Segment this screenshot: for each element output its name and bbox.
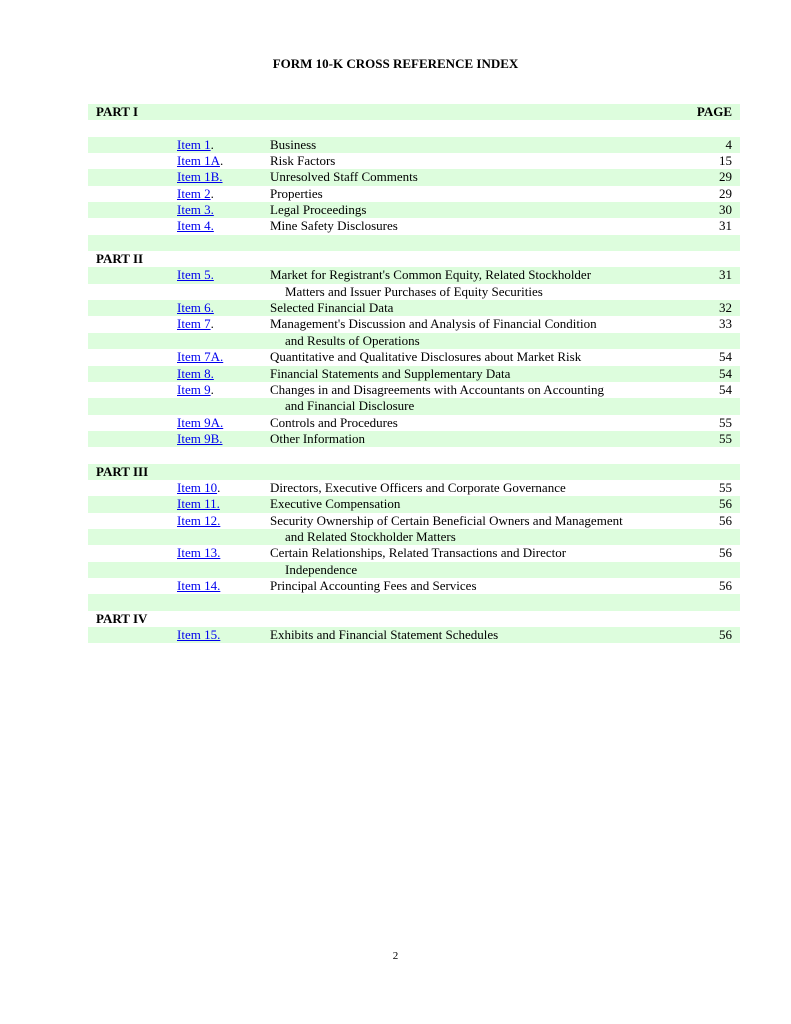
table-row-continuation xyxy=(88,284,740,300)
table-row xyxy=(88,480,740,496)
item-description-continued: Independence xyxy=(285,561,358,577)
item-link[interactable]: Item 15. xyxy=(177,627,221,642)
part-label: PART II xyxy=(96,251,144,267)
item-description: Risk Factors xyxy=(270,153,336,169)
table-row xyxy=(88,496,740,512)
item-page: 56 xyxy=(719,577,732,593)
table-row xyxy=(88,382,740,398)
table-row xyxy=(88,431,740,447)
item-description: Changes in and Disagreements with Accountants on Accounting xyxy=(270,381,604,397)
item-number: Item 1. xyxy=(177,136,214,152)
item-number xyxy=(177,202,214,218)
spacer-row xyxy=(88,235,740,251)
table-row xyxy=(88,267,740,283)
item-page: 54 xyxy=(719,365,732,381)
item-page: 29 xyxy=(719,169,732,185)
item-description-continued: and Related Stockholder Matters xyxy=(285,528,456,544)
spacer-row xyxy=(88,447,740,463)
item-description: Financial Statements and Supplementary Data xyxy=(270,365,511,381)
item-link[interactable]: Item 7A. xyxy=(177,349,224,365)
table-row xyxy=(88,316,740,332)
item-page: 54 xyxy=(719,381,732,397)
item-page: 56 xyxy=(719,496,732,512)
item-number xyxy=(177,366,214,382)
item-page: 56 xyxy=(719,512,732,528)
item-number xyxy=(177,169,223,185)
item-number xyxy=(177,545,220,561)
item-page: 56 xyxy=(719,545,732,561)
part-header-row xyxy=(88,611,740,627)
item-description-continued: and Results of Operations xyxy=(285,332,420,348)
item-link[interactable]: Item 7 xyxy=(177,316,211,332)
table-row xyxy=(88,366,740,382)
item-page: 15 xyxy=(719,153,732,169)
item-page: 33 xyxy=(719,316,732,332)
item-page: 56 xyxy=(719,627,732,642)
item-description: Market for Registrant's Common Equity, Related Stockholder xyxy=(270,267,592,283)
item-link[interactable]: Item 11. xyxy=(177,496,220,512)
part-label: PART III xyxy=(96,463,149,479)
table-row xyxy=(88,202,740,218)
item-link[interactable]: Item 13. xyxy=(177,545,221,561)
page-column-header: PAGE xyxy=(696,104,732,119)
cross-reference-table xyxy=(88,104,740,643)
item-number xyxy=(177,267,214,283)
item-number: Item 7. xyxy=(177,316,214,332)
table-row xyxy=(88,169,740,185)
table-row-continuation xyxy=(88,562,740,578)
item-link[interactable]: Item 6. xyxy=(177,300,214,316)
page-number: 2 xyxy=(392,950,399,962)
table-row-continuation xyxy=(88,333,740,349)
table-row xyxy=(88,300,740,316)
item-description: Other Information xyxy=(270,430,365,446)
item-link[interactable]: Item 12. xyxy=(177,512,221,528)
item-number xyxy=(177,513,220,529)
item-description: Exhibits and Financial Statement Schedules xyxy=(270,627,499,642)
item-description: Properties xyxy=(270,185,323,201)
item-number: Item 9. xyxy=(177,381,214,397)
item-description: Executive Compensation xyxy=(270,496,401,512)
part-header-row xyxy=(88,104,740,120)
item-description: Selected Financial Data xyxy=(270,300,394,316)
item-page: 29 xyxy=(719,185,732,201)
item-description: Mine Safety Disclosures xyxy=(270,218,398,234)
item-description: Security Ownership of Certain Beneficial Owners and Management xyxy=(270,512,623,528)
item-page: 30 xyxy=(719,202,732,218)
item-page: 4 xyxy=(725,136,732,152)
part-header-row xyxy=(88,464,740,480)
item-description-continued: Matters and Issuer Purchases of Equity Securities xyxy=(285,283,543,299)
table-row-continuation xyxy=(88,398,740,414)
item-number: Item 10. xyxy=(177,479,221,495)
item-page: 32 xyxy=(719,300,732,316)
item-link[interactable]: Item 9 xyxy=(177,381,211,397)
item-link[interactable]: Item 2 xyxy=(177,185,211,201)
table-row xyxy=(88,218,740,234)
item-description: Unresolved Staff Comments xyxy=(270,169,418,185)
item-description: Controls and Procedures xyxy=(270,414,398,430)
table-row-continuation xyxy=(88,529,740,545)
table-row xyxy=(88,349,740,365)
item-number xyxy=(177,496,220,512)
item-link[interactable]: Item 10 xyxy=(177,479,218,495)
item-number: Item 2. xyxy=(177,185,214,201)
table-row xyxy=(88,578,740,594)
table-row xyxy=(88,153,740,169)
item-number: Item 1A. xyxy=(177,153,224,169)
item-number xyxy=(177,415,223,431)
item-link[interactable]: Item 4. xyxy=(177,218,214,234)
item-description: Legal Proceedings xyxy=(270,202,367,218)
item-page: 55 xyxy=(719,479,732,495)
item-number xyxy=(177,627,220,643)
item-description: Business xyxy=(270,136,317,152)
item-page: 55 xyxy=(719,414,732,430)
part-header-row xyxy=(88,251,740,267)
item-link[interactable]: Item 9A. xyxy=(177,414,224,430)
part-label: PART I xyxy=(96,104,139,119)
item-description: Certain Relationships, Related Transactions and Director xyxy=(270,545,567,561)
item-description: Management's Discussion and Analysis of Financial Condition xyxy=(270,316,597,332)
item-number xyxy=(177,300,214,316)
item-link[interactable]: Item 8. xyxy=(177,365,214,381)
item-link[interactable]: Item 3. xyxy=(177,202,214,218)
item-number xyxy=(177,431,223,447)
table-row xyxy=(88,137,740,153)
item-description: Directors, Executive Officers and Corporate Governance xyxy=(270,479,566,495)
item-page: 31 xyxy=(719,267,732,283)
table-row xyxy=(88,513,740,529)
table-row xyxy=(88,415,740,431)
document-title: FORM 10-K CROSS REFERENCE INDEX xyxy=(272,56,519,71)
item-link[interactable]: Item 1B. xyxy=(177,169,223,185)
item-page: 55 xyxy=(719,430,732,446)
item-description-continued: and Financial Disclosure xyxy=(285,398,415,414)
part-label: PART IV xyxy=(96,610,148,626)
item-page: 31 xyxy=(719,218,732,234)
item-link[interactable]: Item 5. xyxy=(177,267,214,283)
spacer-row xyxy=(88,594,740,610)
item-link[interactable]: Item 14. xyxy=(177,577,221,593)
item-number xyxy=(177,578,220,594)
item-description: Quantitative and Qualitative Disclosures about Market Risk xyxy=(270,349,582,365)
table-row xyxy=(88,627,740,643)
table-row xyxy=(88,186,740,202)
item-page: 54 xyxy=(719,349,732,365)
spacer-row xyxy=(88,120,740,136)
item-link[interactable]: Item 9B. xyxy=(177,430,223,446)
item-link[interactable]: Item 1 xyxy=(177,136,211,152)
item-number xyxy=(177,349,223,365)
item-link[interactable]: Item 1A xyxy=(177,153,220,169)
item-description: Principal Accounting Fees and Services xyxy=(270,577,477,593)
table-row xyxy=(88,545,740,561)
item-number xyxy=(177,218,214,234)
